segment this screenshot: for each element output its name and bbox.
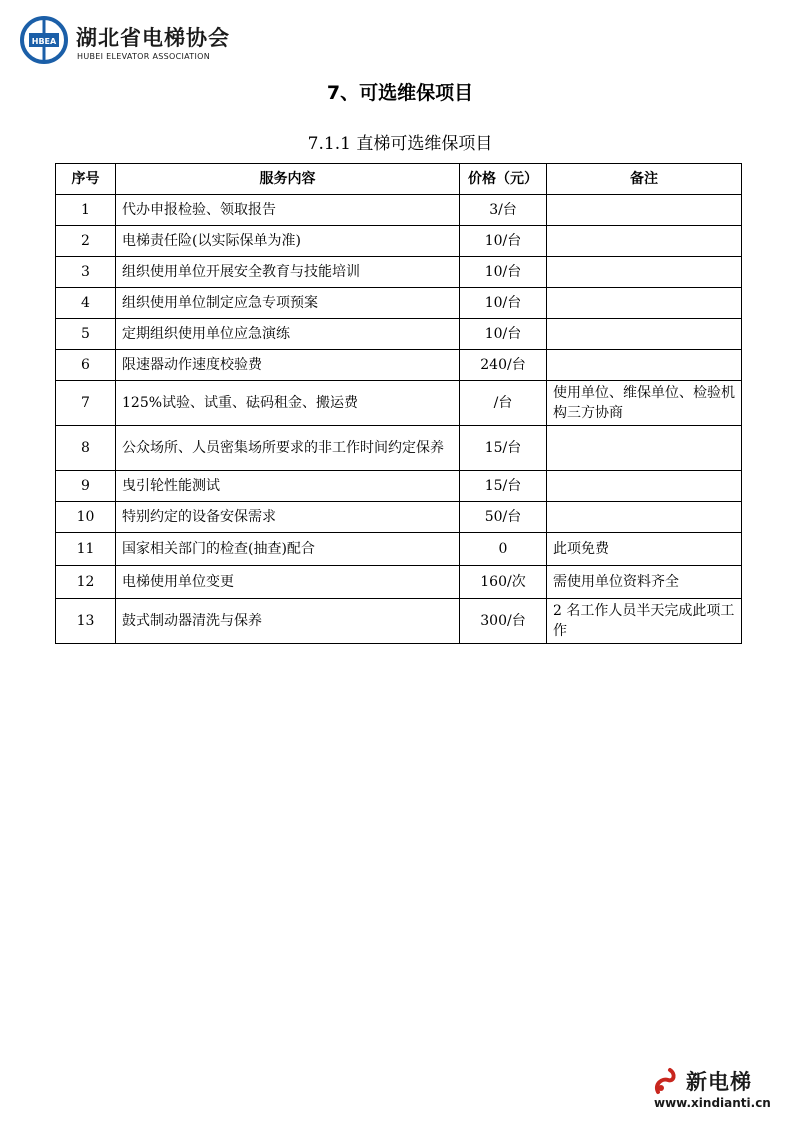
row-service: 特别约定的设备安保需求	[116, 502, 460, 533]
table-row	[56, 350, 742, 381]
row-note: 2 名工作人员半天完成此项工作	[547, 599, 742, 644]
table-row	[56, 257, 742, 288]
row-index: 7	[56, 381, 116, 426]
table-row	[56, 599, 742, 644]
row-price: 300/台	[460, 599, 547, 644]
row-price: 0	[460, 533, 547, 566]
row-index: 9	[56, 471, 116, 502]
row-price: 10/台	[460, 257, 547, 288]
row-service: 限速器动作速度校验费	[116, 350, 460, 381]
table-row	[56, 471, 742, 502]
column-header-note: 备注	[547, 164, 742, 195]
watermark-url: www.xindianti.cn	[654, 1096, 771, 1110]
row-index: 2	[56, 226, 116, 257]
row-price: 10/台	[460, 226, 547, 257]
row-index: 5	[56, 319, 116, 350]
row-note	[547, 471, 742, 502]
row-index: 13	[56, 599, 116, 644]
row-index: 8	[56, 426, 116, 471]
row-price: /台	[460, 381, 547, 426]
table-row	[56, 566, 742, 599]
row-price: 10/台	[460, 288, 547, 319]
row-service: 代办申报检验、领取报告	[116, 195, 460, 226]
table-row	[56, 288, 742, 319]
row-note	[547, 257, 742, 288]
row-index: 11	[56, 533, 116, 566]
optional-maintenance-table	[55, 163, 742, 644]
row-note	[547, 288, 742, 319]
column-header-index: 序号	[56, 164, 116, 195]
table-row	[56, 426, 742, 471]
row-note	[547, 350, 742, 381]
row-index: 4	[56, 288, 116, 319]
column-header-price: 价格（元）	[460, 164, 547, 195]
association-logo	[20, 16, 240, 68]
row-index: 10	[56, 502, 116, 533]
row-price: 15/台	[460, 426, 547, 471]
row-note: 使用单位、维保单位、检验机构三方协商	[547, 381, 742, 426]
row-service: 国家相关部门的检查(抽查)配合	[116, 533, 460, 566]
row-note	[547, 226, 742, 257]
row-service: 组织使用单位开展安全教育与技能培训	[116, 257, 460, 288]
row-price: 50/台	[460, 502, 547, 533]
row-service: 组织使用单位制定应急专项预案	[116, 288, 460, 319]
table-row	[56, 381, 742, 426]
watermark-logo	[650, 1064, 790, 1118]
row-price: 240/台	[460, 350, 547, 381]
row-price: 160/次	[460, 566, 547, 599]
org-name-en: HUBEI ELEVATOR ASSOCIATION	[77, 52, 211, 61]
row-note: 需使用单位资料齐全	[547, 566, 742, 599]
section-title: 7、可选维保项目	[326, 82, 474, 104]
emblem-text: HBEA	[31, 37, 57, 46]
row-price: 15/台	[460, 471, 547, 502]
elevator-brand-icon	[652, 1066, 682, 1096]
subsection-title: 7.1.1 直梯可选维保项目	[307, 134, 493, 154]
row-note	[547, 195, 742, 226]
row-service: 鼓式制动器清洗与保养	[116, 599, 460, 644]
column-header-service: 服务内容	[116, 164, 460, 195]
row-note: 此项免费	[547, 533, 742, 566]
table-row	[56, 502, 742, 533]
row-note	[547, 426, 742, 471]
org-name: 湖北省电梯协会	[76, 26, 230, 50]
row-index: 1	[56, 195, 116, 226]
row-price: 10/台	[460, 319, 547, 350]
table-header-row	[56, 164, 742, 195]
row-service: 电梯使用单位变更	[116, 566, 460, 599]
row-service: 125%试验、试重、砝码租金、搬运费	[116, 381, 460, 426]
table-row	[56, 226, 742, 257]
table-row	[56, 533, 742, 566]
row-service: 公众场所、人员密集场所要求的非工作时间约定保养	[116, 426, 460, 471]
hbea-emblem-icon	[20, 16, 68, 64]
row-note	[547, 502, 742, 533]
watermark-brand-name: 新电梯	[686, 1070, 752, 1094]
row-service: 电梯责任险(以实际保单为准)	[116, 226, 460, 257]
table-row	[56, 195, 742, 226]
row-note	[547, 319, 742, 350]
row-index: 6	[56, 350, 116, 381]
row-index: 12	[56, 566, 116, 599]
row-index: 3	[56, 257, 116, 288]
row-price: 3/台	[460, 195, 547, 226]
table-row	[56, 319, 742, 350]
row-service: 定期组织使用单位应急演练	[116, 319, 460, 350]
row-service: 曳引轮性能测试	[116, 471, 460, 502]
